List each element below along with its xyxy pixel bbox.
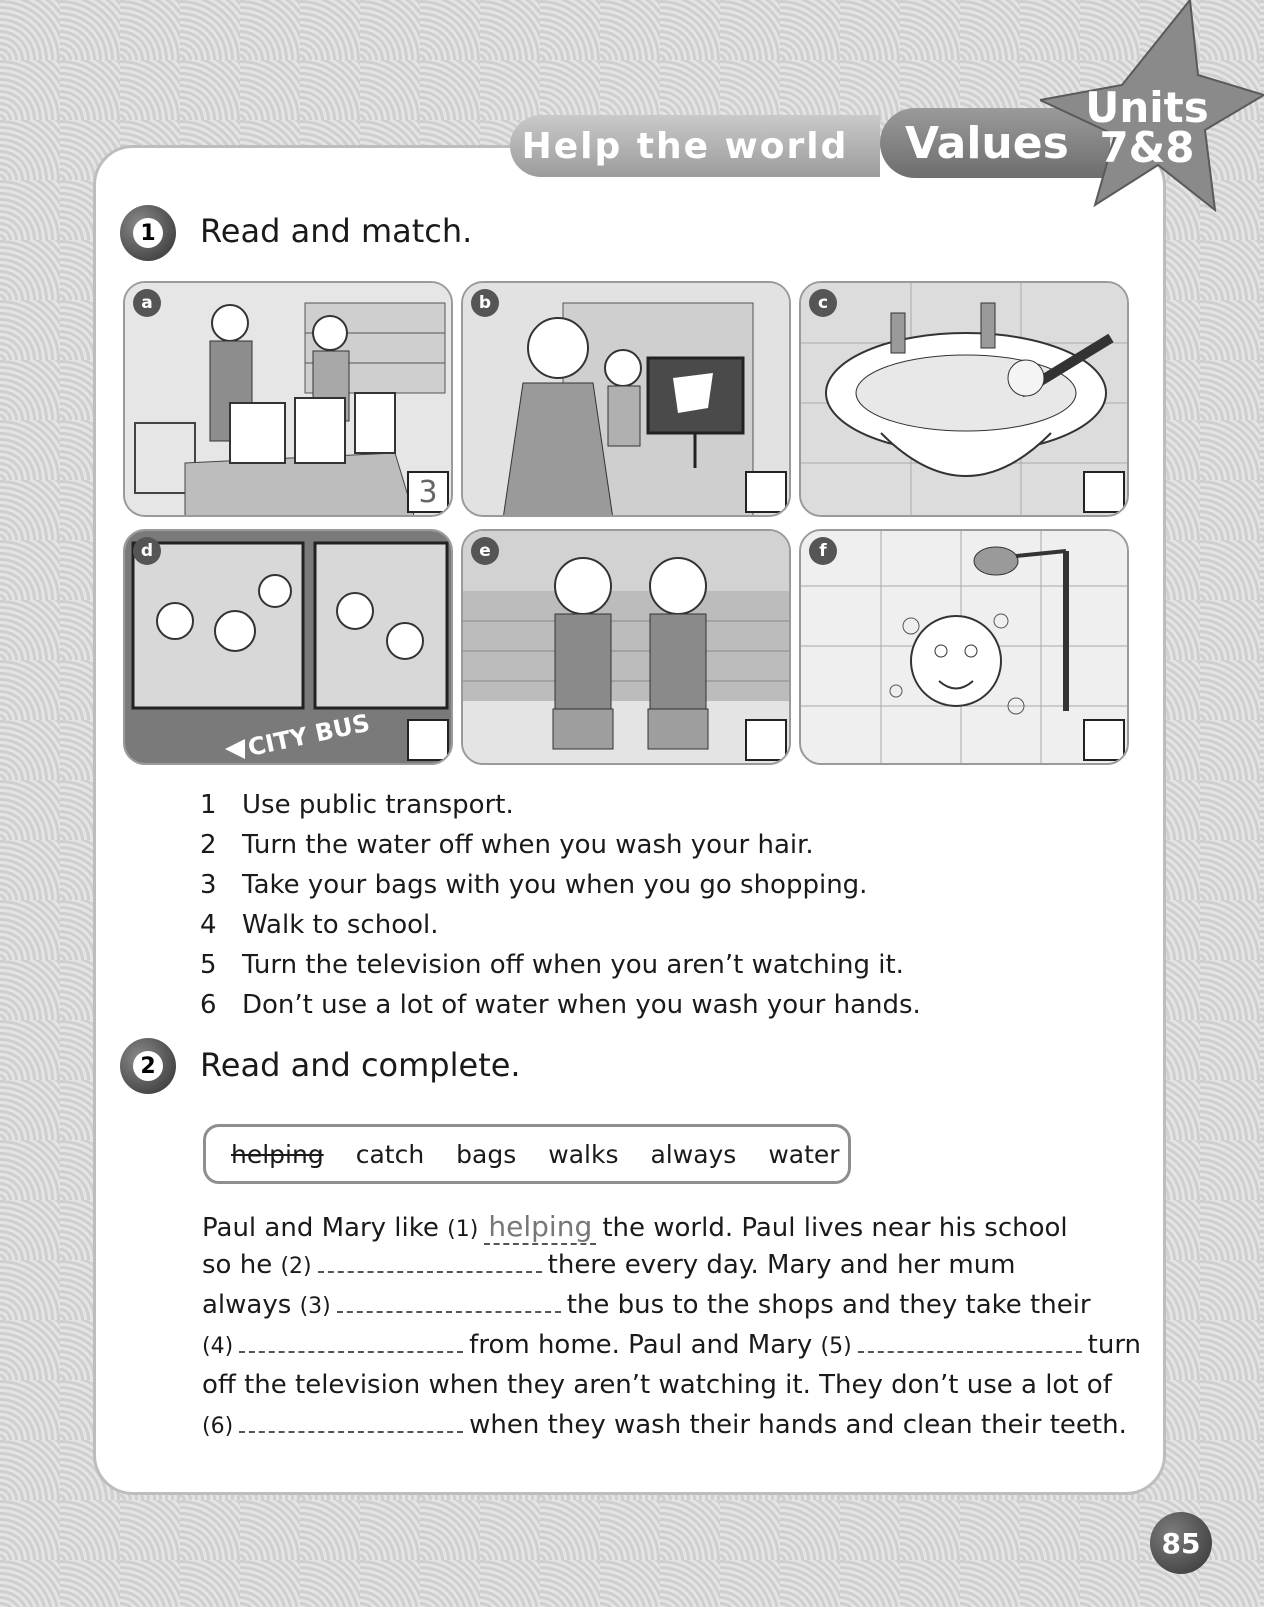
picture-c-answer-box[interactable] xyxy=(1083,471,1125,513)
text-segment: off the television when they aren’t watching it. They don’t use a lot of xyxy=(202,1370,1112,1400)
sentence-number: 1 xyxy=(200,790,217,820)
text-segment: the world. Paul lives near his school xyxy=(602,1213,1068,1243)
exercise-1-number: 1 xyxy=(133,218,163,248)
gap-1-answer: helping xyxy=(484,1210,596,1245)
paragraph-line xyxy=(202,1210,1162,1250)
exercise-1-number-badge xyxy=(120,205,176,261)
paragraph-line xyxy=(202,1250,1162,1290)
gap-5-field[interactable] xyxy=(858,1331,1082,1353)
picture-f-shower xyxy=(799,529,1129,765)
picture-b-answer-box[interactable] xyxy=(745,471,787,513)
picture-e-walking xyxy=(461,529,791,765)
bus-illustration xyxy=(125,531,453,765)
exercise-2-number: 2 xyxy=(133,1051,163,1081)
sentence-text: Take your bags with you when you go shopping. xyxy=(242,870,868,900)
picture-e-answer-box[interactable] xyxy=(745,719,787,761)
sentence-number: 2 xyxy=(200,830,217,860)
picture-a-letter: a xyxy=(133,289,161,317)
values-label: Values xyxy=(880,108,1110,178)
sentence-text: Turn the television off when you aren’t watching it. xyxy=(242,950,904,980)
shower-illustration xyxy=(801,531,1129,765)
page-number: 85 xyxy=(1150,1512,1212,1574)
exercise-2-instruction: Read and complete. xyxy=(200,1046,521,1084)
list-item xyxy=(200,990,921,1030)
sentence-number: 6 xyxy=(200,990,217,1020)
list-item xyxy=(200,830,921,870)
paragraph-line xyxy=(202,1290,1162,1330)
picture-f-answer-box[interactable] xyxy=(1083,719,1125,761)
word-bank-item: always xyxy=(650,1139,737,1169)
text-segment: from home. Paul and Mary xyxy=(469,1330,813,1360)
units-label: Units xyxy=(1085,83,1209,132)
picture-d-letter: d xyxy=(133,537,161,565)
picture-b-television xyxy=(461,281,791,517)
word-bank-item: water xyxy=(768,1139,840,1169)
text-segment: there every day. Mary and her mum xyxy=(547,1250,1016,1280)
sentence-number: 3 xyxy=(200,870,217,900)
picture-grid xyxy=(123,281,1135,765)
picture-e-letter: e xyxy=(471,537,499,565)
gap-6-field[interactable] xyxy=(239,1411,463,1433)
units-badge xyxy=(1082,83,1212,172)
word-bank xyxy=(203,1124,851,1184)
gap-number: (2) xyxy=(280,1254,312,1279)
gap-number: (3) xyxy=(299,1294,331,1319)
gap-number: (6) xyxy=(202,1414,234,1439)
paragraph-line xyxy=(202,1410,1162,1450)
sentence-number: 4 xyxy=(200,910,217,940)
exercise-2-number-badge xyxy=(120,1038,176,1094)
text-segment: the bus to the shops and they take their xyxy=(566,1290,1091,1320)
word-bank-item: walks xyxy=(548,1139,619,1169)
units-number: 7&8 xyxy=(1099,123,1195,172)
picture-a-shopping xyxy=(123,281,453,517)
sentence-list xyxy=(200,790,921,1030)
shopping-illustration xyxy=(125,283,453,517)
gap-number: (1) xyxy=(447,1217,479,1242)
television-illustration xyxy=(463,283,791,517)
sentence-text: Use public transport. xyxy=(242,790,514,820)
exercise-1-instruction: Read and match. xyxy=(200,212,473,250)
sentence-number: 5 xyxy=(200,950,217,980)
word-bank-item: bags xyxy=(456,1139,517,1169)
text-segment: always xyxy=(202,1290,292,1320)
paragraph-line xyxy=(202,1370,1162,1410)
list-item xyxy=(200,910,921,950)
gap-4-field[interactable] xyxy=(239,1331,463,1353)
picture-a-answer-box[interactable]: 3 xyxy=(407,471,449,513)
picture-d-answer-box[interactable] xyxy=(407,719,449,761)
gap-fill-paragraph xyxy=(202,1210,1162,1450)
page-title: Help the world xyxy=(510,115,880,177)
list-item xyxy=(200,950,921,990)
sentence-text: Turn the water off when you wash your hair. xyxy=(242,830,814,860)
list-item xyxy=(200,870,921,910)
gap-3-field[interactable] xyxy=(337,1291,561,1313)
text-segment: Paul and Mary like xyxy=(202,1213,439,1243)
picture-c-letter: c xyxy=(809,289,837,317)
picture-b-letter: b xyxy=(471,289,499,317)
paragraph-line xyxy=(202,1330,1162,1370)
list-item xyxy=(200,790,921,830)
picture-c-sink xyxy=(799,281,1129,517)
text-segment: so he xyxy=(202,1250,273,1280)
picture-f-letter: f xyxy=(809,537,837,565)
gap-2-field[interactable] xyxy=(318,1251,542,1273)
sentence-text: Don’t use a lot of water when you wash your hands. xyxy=(242,990,921,1020)
text-segment: when they wash their hands and clean their teeth. xyxy=(469,1410,1127,1440)
text-segment: turn xyxy=(1087,1330,1142,1360)
sentence-text: Walk to school. xyxy=(242,910,439,940)
walking-illustration xyxy=(463,531,791,765)
bus-sign-text: CITY BUS xyxy=(245,708,373,762)
sink-illustration xyxy=(801,283,1129,517)
gap-number: (5) xyxy=(820,1334,852,1359)
picture-d-bus xyxy=(123,529,453,765)
gap-number: (4) xyxy=(202,1334,234,1359)
word-bank-item: helping xyxy=(231,1139,324,1169)
word-bank-item: catch xyxy=(355,1139,425,1169)
